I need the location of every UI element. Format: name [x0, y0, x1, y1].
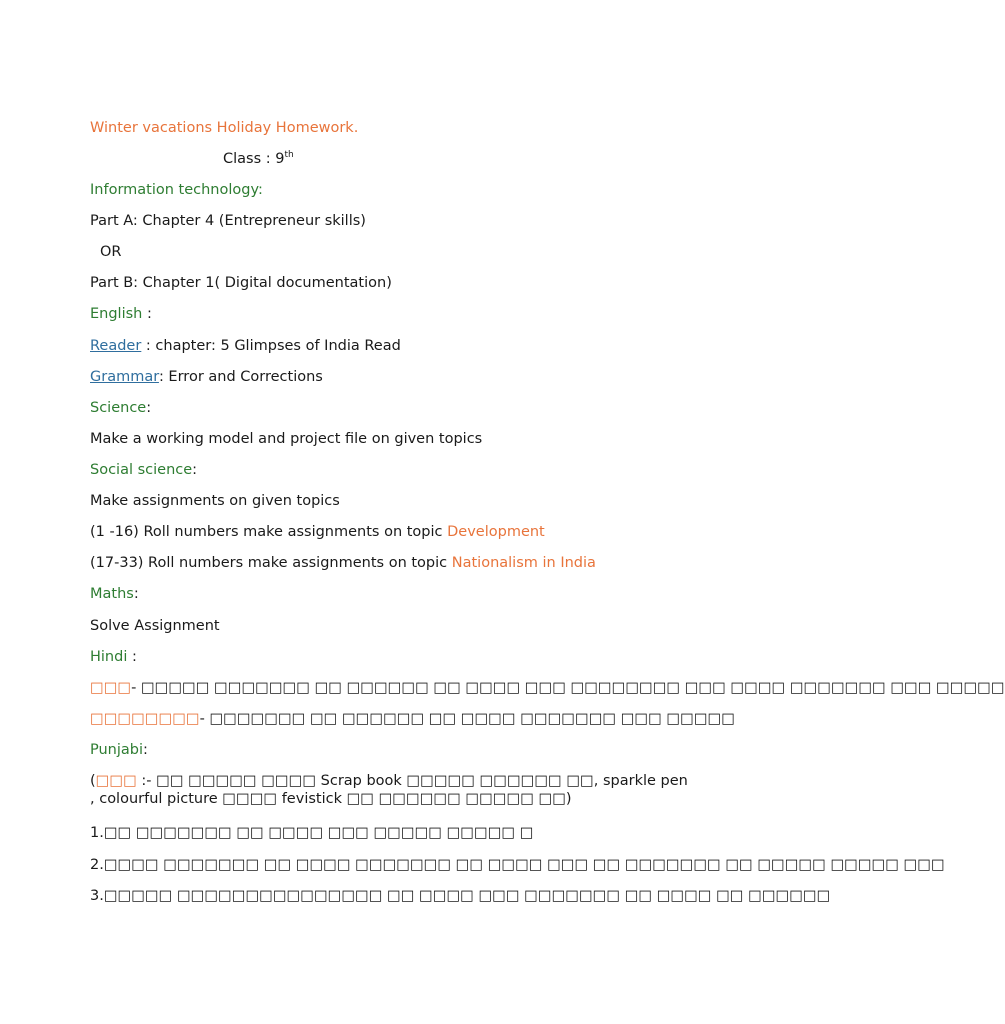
- hindi-line-1-text: - □□□□□ □□□□□□□ □□ □□□□□□ □□ □□□□ □□□ □□□□□□□□ □□□ □□□□ □□□□□□□ □□□ □□□□□: [131, 680, 1005, 696]
- hindi-line-2-label: □□□□□□□□: [90, 711, 200, 727]
- reader-text: : chapter: 5 Glimpses of India Read: [141, 338, 401, 354]
- english-heading-text: English: [90, 306, 143, 322]
- grammar-text: : Error and Corrections: [158, 369, 323, 385]
- science-heading: [90, 399, 151, 417]
- class-label: [223, 150, 294, 168]
- science-text: Make a working model and project file on given topics: [90, 431, 483, 447]
- punjabi-heading-suffix: :: [143, 742, 148, 758]
- social-line-2-topic: Nationalism in India: [451, 555, 596, 571]
- social-line-2: [90, 554, 596, 572]
- hindi-line-1-label: □□□: [90, 680, 132, 696]
- social-heading: [90, 461, 197, 479]
- punjabi-heading: [90, 741, 148, 759]
- social-text: Make assignments on given topics: [90, 493, 340, 509]
- english-grammar: [90, 368, 323, 386]
- punjabi-note-open: (: [90, 773, 96, 789]
- english-heading-suffix: :: [142, 306, 152, 322]
- maths-text: Solve Assignment: [90, 618, 220, 634]
- maths-heading-text: Maths: [90, 586, 134, 602]
- hindi-heading: [90, 648, 137, 666]
- class-superscript: th: [284, 150, 294, 160]
- it-or: OR: [100, 244, 122, 260]
- grammar-link[interactable]: Grammar: [90, 369, 159, 385]
- it-heading: Information technology:: [90, 182, 263, 198]
- punjabi-item-2: 2.□□□□ □□□□□□□ □□ □□□□ □□□□□□□ □□ □□□□ □□□ □□ □□□□□□□ □□ □□□□□ □□□□□ □□□: [90, 857, 945, 873]
- it-part-a: Part A: Chapter 4 (Entrepreneur skills): [90, 213, 366, 229]
- reader-link[interactable]: Reader: [90, 338, 142, 354]
- hindi-line-1: [90, 679, 1005, 697]
- hindi-heading-text: Hindi: [90, 649, 128, 665]
- document-title: Winter vacations Holiday Homework.: [90, 120, 359, 136]
- hindi-line-2: [90, 710, 735, 728]
- maths-heading: [90, 585, 139, 603]
- english-heading: [90, 305, 152, 323]
- hindi-heading-suffix: :: [127, 649, 137, 665]
- punjabi-item-1: 1.□□ □□□□□□□ □□ □□□□ □□□ □□□□□ □□□□□ □: [90, 825, 534, 841]
- social-heading-suffix: :: [192, 462, 198, 478]
- hindi-line-2-text: - □□□□□□□ □□ □□□□□□ □□ □□□□ □□□□□□□ □□□ □□□□□: [199, 711, 735, 727]
- social-line-2-prefix: (17-33) Roll numbers make assignments on topic: [90, 555, 452, 571]
- science-heading-text: Science: [90, 400, 147, 416]
- social-line-1: [90, 523, 545, 541]
- punjabi-item-3: 3.□□□□□ □□□□□□□□□□□□□□□ □□ □□□□ □□□ □□□□□□□ □□ □□□□ □□ □□□□□□: [90, 888, 831, 904]
- social-heading-text: Social science: [90, 462, 193, 478]
- maths-heading-suffix: :: [133, 586, 139, 602]
- science-heading-suffix: :: [146, 400, 152, 416]
- punjabi-note-text: :- □□ □□□□□ □□□□ Scrap book □□□□□ □□□□□□ □□, sparkle pen , colourful picture □□□□ fevistick □□ □□□□□□ □□□□□ □□): [90, 773, 688, 807]
- it-part-b: Part B: Chapter 1( Digital documentation): [90, 275, 392, 291]
- punjabi-note-label: □□□: [95, 773, 137, 789]
- class-text: Class : 9: [223, 151, 285, 167]
- social-line-1-prefix: (1 -16) Roll numbers make assignments on topic: [90, 524, 448, 540]
- punjabi-note: [90, 772, 690, 808]
- punjabi-heading-text: Punjabi: [90, 742, 144, 758]
- english-reader: [90, 337, 401, 355]
- social-line-1-topic: Development: [447, 524, 545, 540]
